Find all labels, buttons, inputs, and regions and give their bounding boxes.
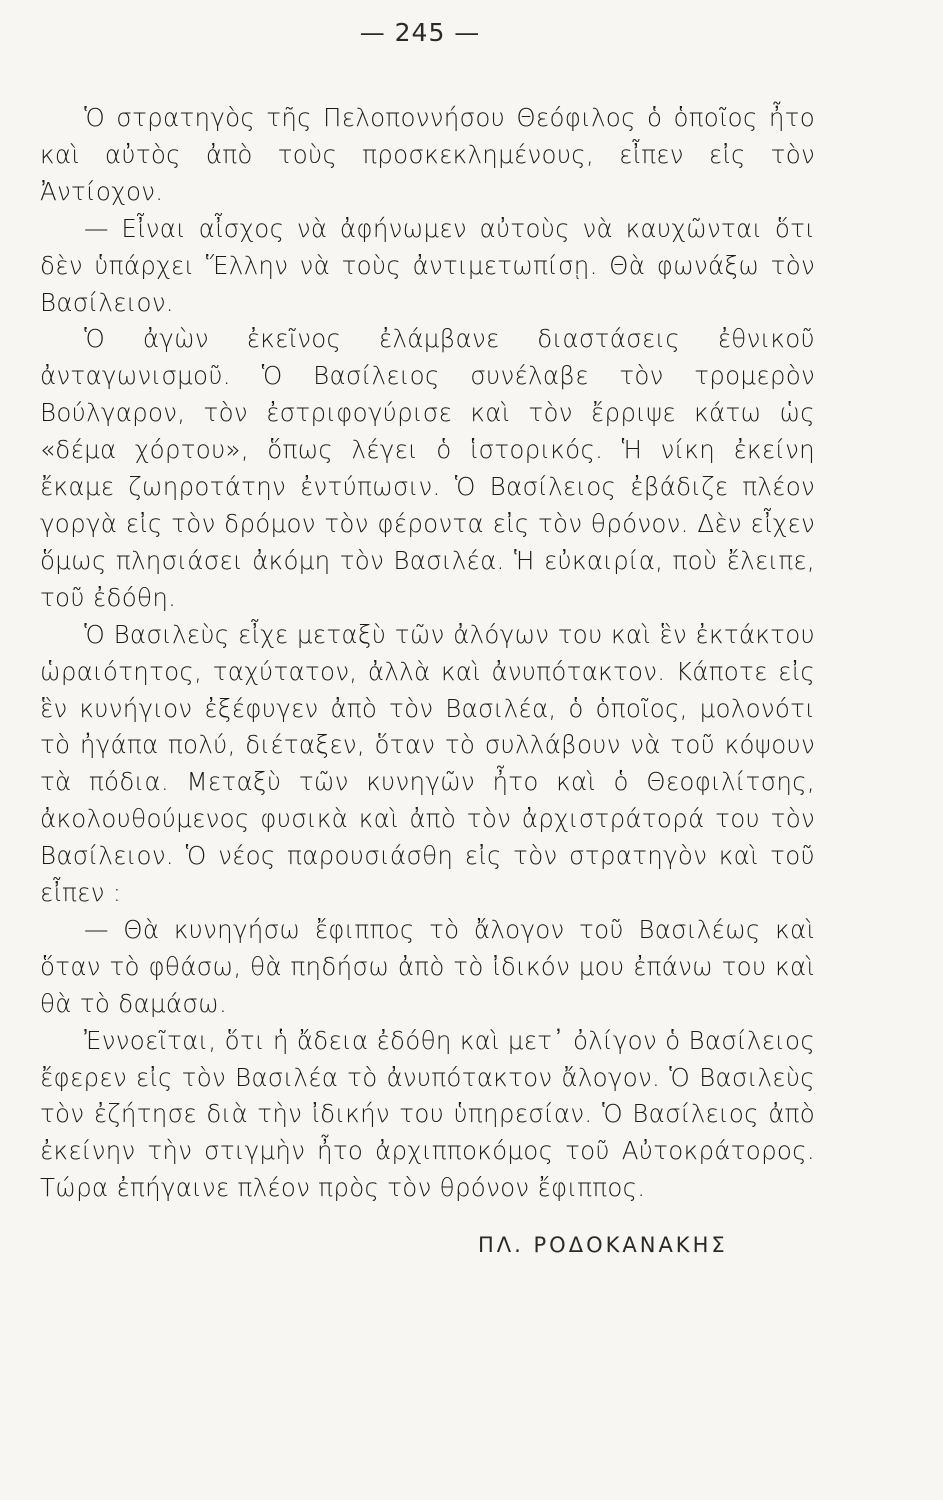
paragraph-strategos-theofilos: Ὁ στρατηγὸς τῆς Πελοποννήσου Θεόφιλος ὁ ὁποῖος ἦτο καὶ αὐτὸς ἀπὸ τοὺς προσκεκλημένους, εἶπεν εἰς τὸν Ἀντίοχον. [40, 103, 815, 206]
page-number: — 245 — [359, 18, 481, 47]
paragraph-horse: Ὁ Βασιλεὺς εἶχε μεταξὺ τῶν ἀλόγων του καὶ ἓν ἐκτάκτου ὡραιότητος, ταχύτατον, ἀλλὰ καὶ ἀνυπότακτον. Κάποτε εἰς ἓν κυνήγιον ἐξέφυγεν ἀπὸ τὸν Βασιλέα, ὁ ὁποῖος, μολονότι τὸ ἠγάπα πολύ, διέταξεν, ὅταν τὸ συλλάβουν νὰ τοῦ κόψουν τὰ πόδια. Μεταξὺ τῶν κυνηγῶν ἦτο καὶ ὁ Θεοφιλίτσης, ἀκολουθούμενος φυσικὰ καὶ ἀπὸ τὸν ἀρχιστράτορά του τὸν Βασίλειον. Ὁ νέος παρουσιάσθη εἰς τὸν στρατηγὸν καὶ τοῦ εἶπεν : [40, 619, 815, 908]
paragraph-conclusion: Ἐννοεῖται, ὅτι ἡ ἄδεια ἐδόθη καὶ μετ᾽ ὀλίγον ὁ Βασίλειος ἔφερεν εἰς τὸν Βασιλέα τὸ ἀνυπότακτον ἄλογον. Ὁ Βασιλεὺς τὸν ἐζήτησε διὰ τὴν ἰδικήν του ὑπηρεσίαν. Ὁ Βασίλειος ἀπὸ ἐκείνην τὴν στιγμὴν ἦτο ἀρχιπποκόμος τοῦ Αὐτοκράτορος. Τώρα ἐπήγαινε πλέον πρὸς τὸν θρόνον ἔφιππος. [40, 1025, 815, 1203]
author-signature: ΠΛ. ΡΟΔΟΚΑΝΑΚΗΣ [478, 1233, 728, 1257]
paragraph-agon: Ὁ ἀγὼν ἐκεῖνος ἐλάμβανε διαστάσεις ἐθνικοῦ ἀνταγωνισμοῦ. Ὁ Βασίλειος συνέλαβε τὸν τρομερὸν Βούλγαρον, τὸν ἐστριφογύρισε καὶ τὸν ἔρριψε κάτω ὡς «δέμα χόρτου», ὅπως λέγει ὁ ἱστορικός. Ἡ νίκη ἐκείνη ἔκαμε ζωηροτάτην ἐντύπωσιν. Ὁ Βασίλειος ἐβάδιζε πλέον γοργὰ εἰς τὸν δρόμον τὸν φέροντα εἰς τὸν θρόνον. Δὲν εἶχεν ὅμως πλησιάσει ἀκόμη τὸν Βασιλέα. Ἡ εὐκαιρία, ποὺ ἔλειπε, τοῦ ἐδόθη. [40, 324, 815, 612]
paragraph-dialogue-hunt: — Θὰ κυνηγήσω ἔφιππος τὸ ἄλογον τοῦ Βασιλέως καὶ ὅταν τὸ φθάσω, θὰ πηδήσω ἀπὸ τὸ ἰδικόν μου ἐπάνω του καὶ θὰ τὸ δαμάσω. [40, 914, 815, 1018]
paragraph-dialogue-aischos: — Εἶναι αἶσχος νὰ ἀφήνωμεν αὐτοὺς νὰ καυχῶνται ὅτι δὲν ὑπάρχει Ἕλλην νὰ τοὺς ἀντιμετωπίσῃ. Θὰ φωνάξω τὸν Βασίλειον. [40, 213, 815, 317]
body-text [40, 100, 815, 1207]
